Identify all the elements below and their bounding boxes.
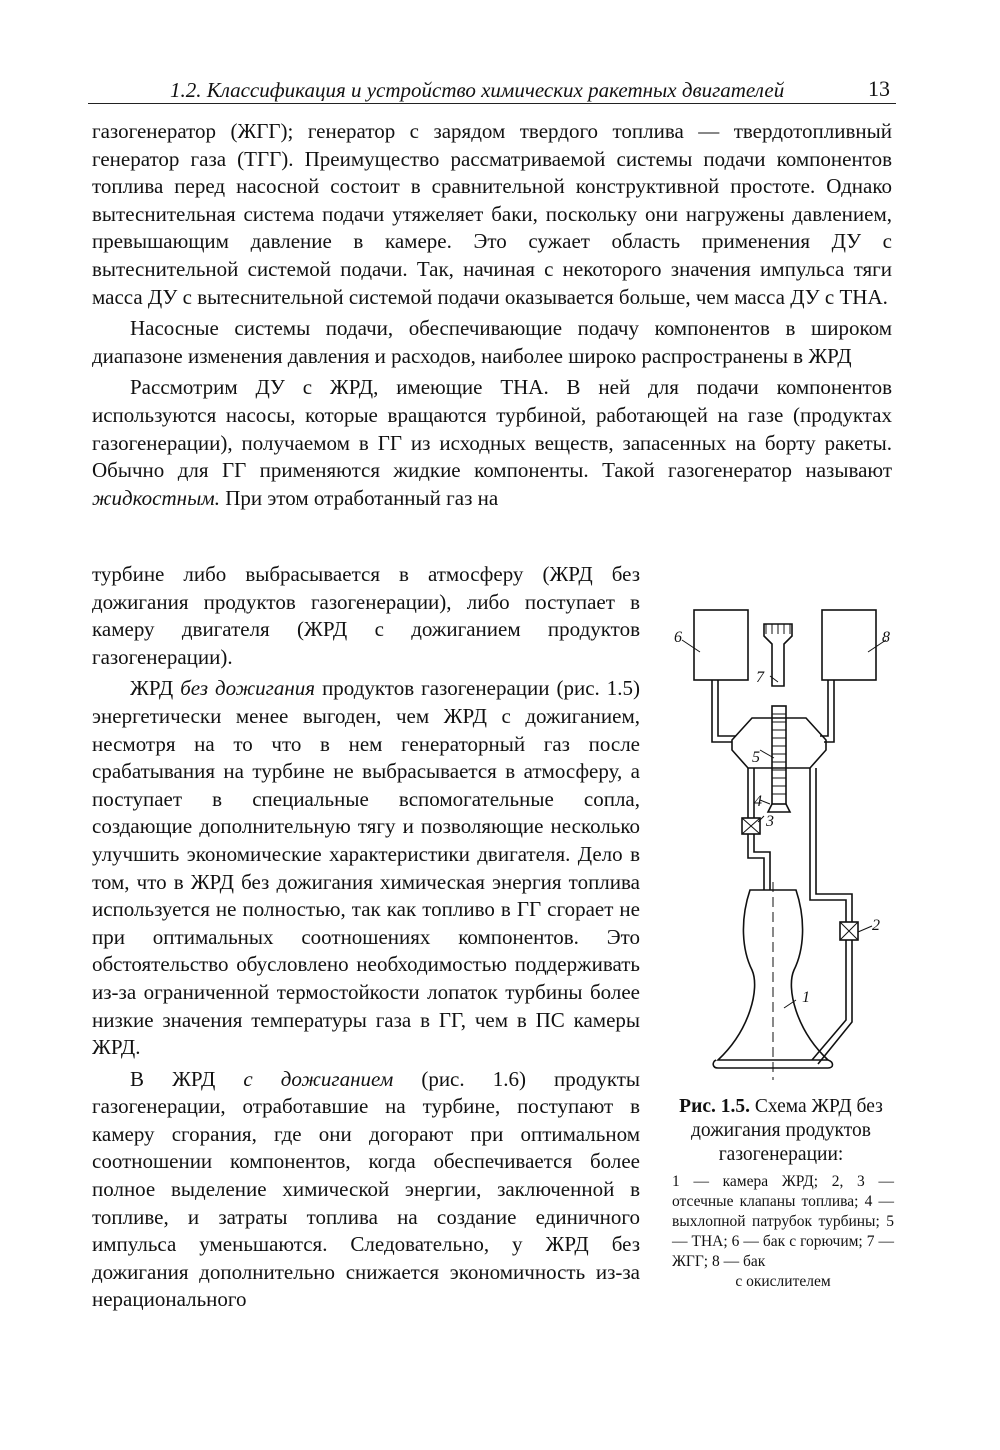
paragraph-3-text-b: При этом отработанный газ на — [225, 485, 499, 510]
figure-caption-label: Рис. 1.5. — [679, 1096, 750, 1117]
paragraph-3-text-a: Рассмотрим ДУ с ЖРД, имеющие ТНА. В ней для подачи компонентов используются насосы, которые вращаются турбиной, работающей на газе (продуктах газогенерации), получаемом в ГГ из исходных веществ, запасенных на борту ракеты. Обычно для ГГ применяются жидкие компоненты. Такой газогенератор называют — [92, 375, 892, 483]
full-width-text — [92, 118, 892, 512]
figure-legend-last: с окислителем — [735, 1273, 831, 1290]
paragraph-1: газогенератор (ЖГГ); генератор с зарядом твердого топлива — твердотопливный генератор газа (ТГГ). Преимущество рассматриваемой системы подачи компонентов топлива перед насосной состоит в сравнительной конструктивной простоте. Однако вытеснительная система подачи утяжеляет баки, поскольку они нагружены давлением, превышающим давление в камере. Это сужает область применения ДУ с вытеснительной системой подачи. Так, начиная с некоторого значения импульса тяги масса ДУ с вытеснительной системой подачи оказывается больше, чем масса ДУ с ТНА. — [92, 119, 892, 309]
column-text — [92, 561, 640, 1314]
paragraph-5 — [92, 1066, 640, 1314]
figure-legend — [672, 1172, 894, 1292]
fuel-tank-6 — [694, 610, 748, 680]
paragraph-4-text-a: ЖРД — [130, 676, 174, 701]
paragraph-4 — [92, 675, 640, 1061]
figure-label-6: 6 — [674, 629, 682, 646]
oxidizer-feed-line — [810, 768, 852, 922]
figure-label-2: 2 — [872, 917, 880, 934]
engine-schematic-figure — [660, 590, 900, 1090]
figure-caption — [668, 1095, 894, 1167]
page-number: 13 — [868, 76, 890, 101]
paragraph-3 — [92, 374, 892, 512]
oxidizer-line — [820, 680, 834, 742]
turbopump-housing-5 — [732, 718, 826, 768]
figure-label-8: 8 — [882, 629, 890, 646]
paragraph-5-text-b: (рис. 1.6) продукты газогенерации, отработавшие на турбине, поступают в камеру сгорания, где они догорают при оптимальном соотношении компонентов, когда обеспечивается более полное выделение химической энергии, заключенной в топливе, и затраты топлива на создание единичного импульса уменьшаются. Следовательно, у ЖРД без дожигания дополнительно снижается экономичность из-за нерационального — [92, 1066, 641, 1312]
figure-label-5: 5 — [752, 749, 760, 766]
paragraph-5-emphasis: с дожиганием — [243, 1066, 394, 1091]
paragraph-3-emphasis: жидкостным. — [92, 485, 220, 510]
figure-legend-main: 1 — камера ЖРД; 2, 3 — отсечные клапаны топлива; 4 — выхлопной патрубок турбины; 5 — ТНА; 6 — бак с горючим; 7 — ЖГГ; 8 — бак — [672, 1173, 894, 1270]
paragraph-2: Насосные системы подачи, обеспечивающие подачу компонентов в широком диапазоне изменения давления и расходов, наиболее широко распространены в ЖРД — [92, 316, 892, 368]
figure-label-1: 1 — [802, 989, 810, 1006]
paragraph-3-continued: турбине либо выбрасывается в атмосферу (ЖРД без дожигания продуктов газогенерации), либо поступает в камеру двигателя (ЖРД с дожиганием продуктов газогенерации). — [92, 562, 640, 669]
paragraph-4-emphasis: без дожигания — [180, 676, 316, 701]
running-header-title: 1.2. Классификация и устройство химических ракетных двигателей — [170, 78, 785, 102]
paragraph-5-text-a: В ЖРД — [130, 1066, 216, 1091]
figure-label-7: 7 — [756, 669, 764, 686]
figure-label-3: 3 — [766, 813, 774, 830]
oxidizer-tank-8 — [822, 610, 876, 680]
turbopump-shaft — [772, 706, 786, 804]
fuel-line — [712, 680, 736, 742]
turbine-exhaust-4 — [768, 804, 790, 812]
paragraph-4-text-b: продуктов газогенерации (рис. 1.5) энергетически менее выгоден, чем ЖРД с дожиганием, несмотря на то что в нем генераторный газ после срабатывания на турбине не выбрасывается в атмосферу, а поступает в специальные вспомогательные сопла, создающие дополнительную тягу и позволяющие несколько улучшить экономические характеристики двигателя. Дело в том, что в ЖРД без дожигания химическая энергия топлива используется не полностью, так как топливо в ГГ сгорает не при оптимальных соотношениях компонентов. Это обстоятельство обусловлено необходимостью поддерживать из-за ограниченной термостойкости лопаток турбины более низкие значения температуры газа в ГГ, чем в ПС камеры ЖРД. — [92, 676, 641, 1060]
figure-caption-text: Схема ЖРД без дожигания продуктов газогенерации: — [691, 1096, 883, 1165]
header-rule — [88, 103, 896, 104]
figure-label-4: 4 — [754, 793, 762, 810]
